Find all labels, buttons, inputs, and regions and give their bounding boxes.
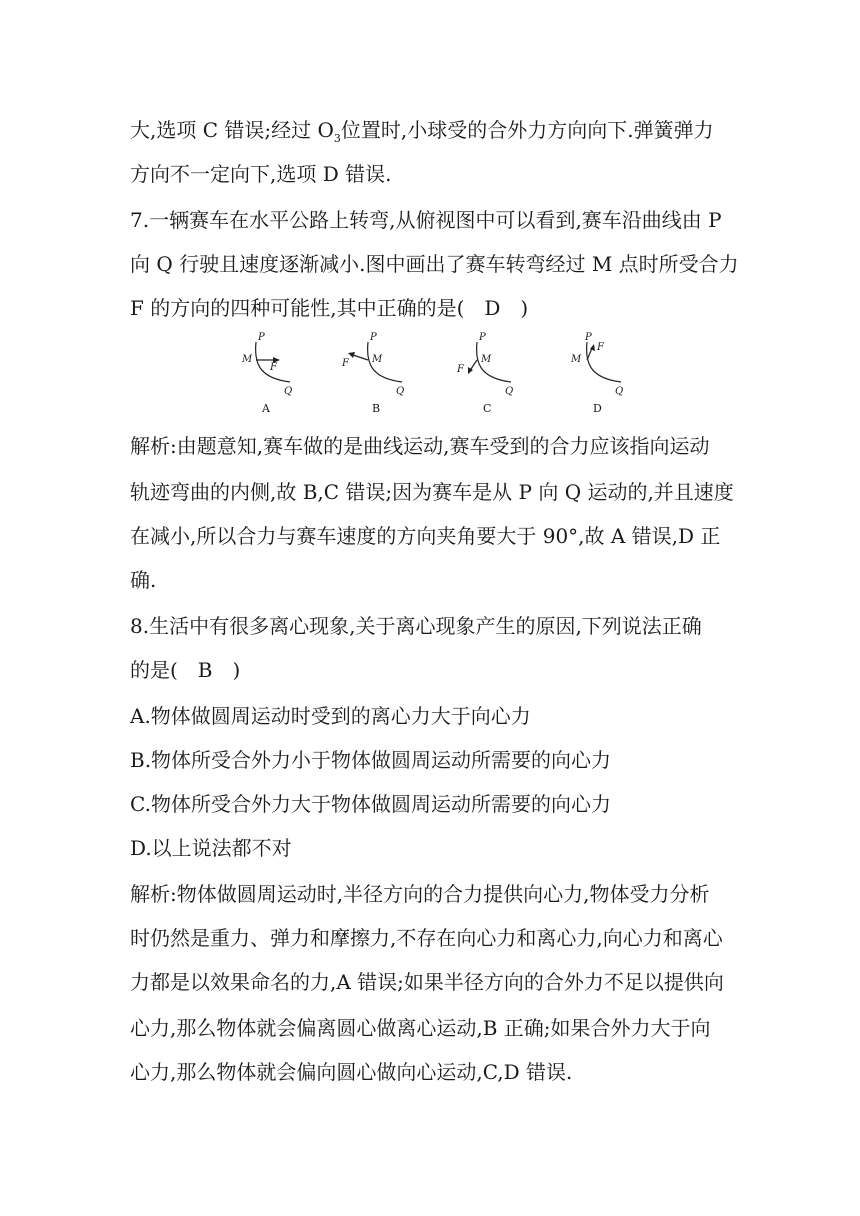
figure-b xyxy=(338,330,408,418)
option-c: C.物体所受合外力大于物体做圆周运动所需要的向心力 xyxy=(130,792,611,816)
option-b: B.物体所受合外力小于物体做圆周运动所需要的向心力 xyxy=(130,748,612,772)
label-q: Q xyxy=(284,386,293,397)
label-f: F xyxy=(342,358,349,369)
question-7-line-2: 向 Q 行驶且速度逐渐减小.图中画出了赛车转弯经过 M 点时所受合力 xyxy=(130,252,739,276)
question-8-line-2: 的是( B ) xyxy=(130,658,241,682)
option-a: A.物体做圆周运动时受到的离心力大于向心力 xyxy=(130,704,531,728)
force-direction-figures xyxy=(228,330,648,420)
explanation-8-line-4: 心力,那么物体就会偏离圆心做离心运动,B 正确;如果合外力大于向 xyxy=(130,1016,711,1040)
explanation-8-line-3: 力都是以效果命名的力,A 错误;如果半径方向的合外力不足以提供向 xyxy=(130,970,724,994)
subscript-3: 3 xyxy=(333,132,341,145)
caption-d: D xyxy=(593,402,602,415)
caption-b: B xyxy=(372,402,381,415)
label-f: F xyxy=(597,342,604,353)
question-7-line-1: 7.一辆赛车在水平公路上转弯,从俯视图中可以看到,赛车沿曲线由 P xyxy=(130,208,722,232)
explanation-7-line-3: 在减小,所以合力与赛车速度的方向夹角要大于 90°,故 A 错误,D 正 xyxy=(130,524,721,548)
explanation-8-line-1: 解析:物体做圆周运动时,半径方向的合力提供向心力,物体受力分析 xyxy=(130,882,710,906)
label-p: P xyxy=(585,332,592,343)
label-m: M xyxy=(481,354,492,365)
label-q: Q xyxy=(505,386,514,397)
label-m: M xyxy=(242,354,253,365)
question-7-line-3: F 的方向的四种可能性,其中正确的是( D ) xyxy=(130,296,529,320)
label-q: Q xyxy=(615,386,624,397)
figure-d xyxy=(563,330,633,418)
figure-c xyxy=(453,330,523,418)
label-q: Q xyxy=(396,386,405,397)
figure-a xyxy=(228,330,298,418)
label-f: F xyxy=(457,364,464,375)
explanation-7-line-2: 轨迹弯曲的内侧,故 B,C 错误;因为赛车是从 P 向 Q 运动的,并且速度 xyxy=(130,480,734,504)
figure-c-drawing xyxy=(453,330,533,418)
caption-a: A xyxy=(262,402,270,415)
label-m: M xyxy=(372,354,383,365)
option-d: D.以上说法都不对 xyxy=(130,836,292,860)
explanation-8-line-2: 时仍然是重力、弹力和摩擦力,不存在向心力和离心力,向心力和离心 xyxy=(130,926,723,950)
question-8-line-1: 8.生活中有很多离心现象,关于离心现象产生的原因,下列说法正确 xyxy=(130,614,702,638)
label-p: P xyxy=(370,332,377,343)
label-p: P xyxy=(479,332,486,343)
explanation-8-line-5: 心力,那么物体就会偏向圆心做向心运动,C,D 错误. xyxy=(130,1060,573,1084)
caption-c: C xyxy=(483,402,492,415)
label-f: F xyxy=(270,362,277,373)
label-m: M xyxy=(571,354,582,365)
text-line-1 xyxy=(130,116,714,153)
text-line-1-head: 大,选项 C 错误;经过 O xyxy=(130,118,334,142)
text-line-2: 方向不一定向下,选项 D 错误. xyxy=(130,162,392,186)
explanation-7-line-4: 确. xyxy=(130,568,157,592)
text-line-1-tail: 位置时,小球受的合外力方向向下.弹簧弹力 xyxy=(340,118,714,142)
explanation-7-line-1: 解析:由题意知,赛车做的是曲线运动,赛车受到的合力应该指向运动 xyxy=(130,434,710,458)
label-p: P xyxy=(258,332,265,343)
